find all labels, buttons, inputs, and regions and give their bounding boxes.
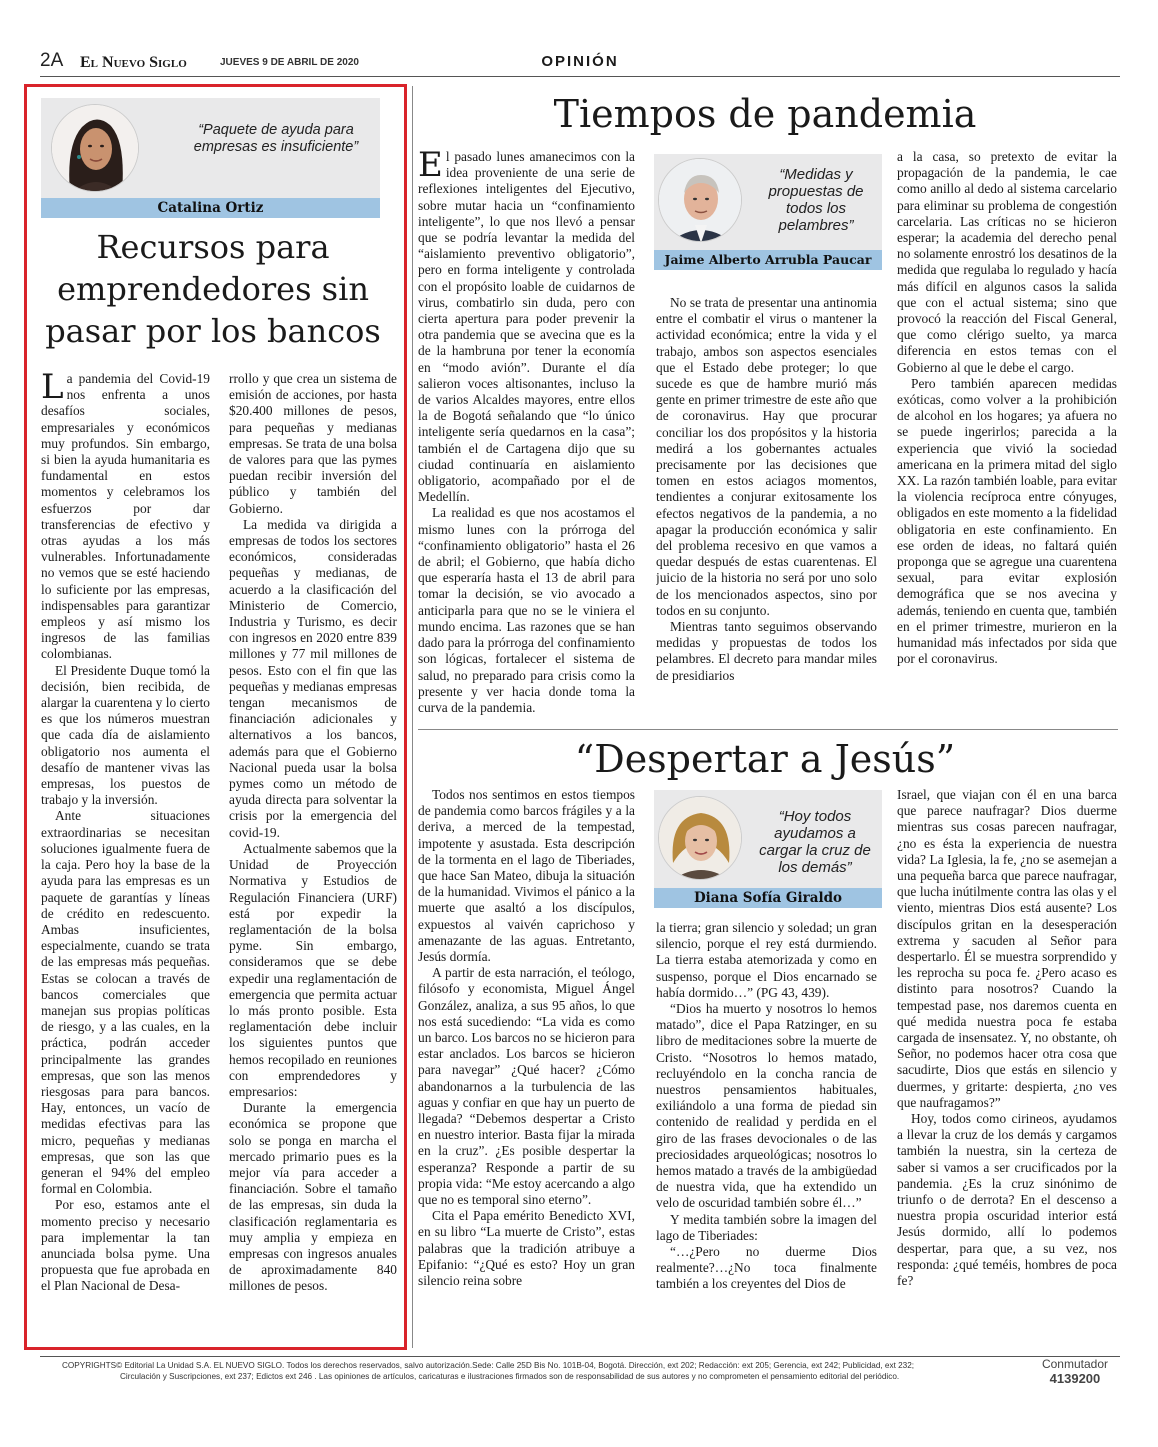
headline-jaime: Tiempos de pandemia xyxy=(553,92,977,136)
page-footer xyxy=(40,1356,1120,1384)
column-jaime-3 xyxy=(897,149,1117,717)
disclaimer-line: Circulación y Suscripciones, ext 237; Edictos ext 246 . Las opiniones de artículos, caricaturas e ilustraciones firmados son de responsabilidad de sus autores y no comprometen el pensamiento editorial del periódico. xyxy=(120,1372,900,1381)
copyright-line: COPYRIGHTS© Editorial La Unidad S.A. EL NUEVO SIGLO. Todos los derechos reservados, salvo autorización.Sede: Calle 25D Bis No. 101B-04, Bogotá. Dirección, ext 202; Redacción: ext 205; Gerencia, ext 242; Publicidad, ext 232; xyxy=(62,1361,915,1370)
pull-quote-jaime: “Medidas y propuestas de todos los pelambres” xyxy=(768,166,864,234)
paragraph: Hoy, todos como cirineos, ayudamos a llevar la cruz de los demás y cargamos también la nuestra, sin la certeza de saber si vamos a ser crucificados por la pandemia. ¿Es la cruz sinónimo de triunfo o de derrota? En el descenso a nuestra propia oscuridad interior está Jesús dormido, allí lo podemos despertar, para que, a su vez, nos responda: ¿qué teméis, hombres de poca fe? xyxy=(897,1111,1117,1289)
column-diana-3 xyxy=(897,787,1117,1342)
author-name-jaime: Jaime Alberto Arrubla Paucar xyxy=(654,250,882,270)
column-diana-1 xyxy=(418,787,635,1342)
paragraph: Durante la emergencia económica se propone que solo se ponga en marcha el mercado primario pues es la mejor vía para acceder a financiación. Sobre el tamaño de las empresas, sin duda la clasificación reglamentaria es muy amplia y empieza en empresas con ingresos anuales de aproximadamente 840 millones de pesos. xyxy=(229,1100,397,1294)
paragraph: A partir de esta narración, el teólogo, filósofo y economista, Miguel Ángel González, analiza, a sus 95 años, lo que nos está sucediendo: “La vida es como un barco. Los barcos no se hicieron para estar anclados. Los barcos se hicieron para navegar” ¿Qué hacer? ¿Cómo abandonarnos a la turbulencia de las aguas y confiar en que hay un puerto de llegada? “Debemos despertar a Cristo en nuestro interior. Basta fijar la mirada en la cruz”. ¿Es posible despertar la esperanza? Responde a partir de su propia vida: “Me estoy acercando a algo que no es temporal sino eterno”. xyxy=(418,965,635,1208)
author-box-jaime xyxy=(654,154,882,270)
edition-date: JUEVES 9 DE ABRIL DE 2020 xyxy=(220,57,359,68)
author-box-catalina xyxy=(41,98,380,218)
article-divider xyxy=(418,729,1118,730)
section-title: OPINIÓN xyxy=(541,53,619,70)
author-photo-catalina xyxy=(51,104,139,192)
page-number: 2A xyxy=(40,50,64,71)
page-header xyxy=(40,52,1120,76)
paragraph: La medida va dirigida a empresas de todos los sectores económicos, consideradas pequeñas y medianas, de acuerdo a la clasificación del Ministerio de Comercio, Industria y Turismo, es decir con ingresos en 2020 entre 839 millones y 77 mil millones de pesos. Esto con el fin que las pequeñas y medianas empresas tengan mecanismos de financiación adicionales y alternativos a los bancos, además para que el Gobierno Nacional pueda usar la bolsa pymes como un método de ayuda directa para solventar la crisis por la emergencia del covid-19. xyxy=(229,516,397,840)
paragraph: Pero también aparecen medidas exóticas, como volver a la prohibición de alcohol en los hogares; ya afuera no se puede ingerirlos; parecida a la experiencia que vivió la sociedad americana en la primera mitad del siglo XX. La razón también loable, para evitar la violencia recíproca entre cónyuges, obligados en este momento a la fidelidad obligatoria en este confinamiento. En ese orden de ideas, no faltará quién proponga que se agregue una cuarentena sexual, para evitar explosión demográfica que se nos avecina y además, teniendo en cuenta que, también en el primer trimestre, murieron en la humanidad más infectados por sida que por el coronavirus. xyxy=(897,375,1117,667)
paragraph: Mientras tanto seguimos observando medidas y propuestas de todos los pelambres. El decreto para mandar miles de presidiarios xyxy=(656,619,877,683)
column-jaime-2 xyxy=(656,295,877,717)
author-photo-jaime xyxy=(658,158,742,242)
paragraph: “Dios ha muerto y nosotros lo hemos matado”, dice el Papa Ratzinger, en su libro de meditaciones sobre la muerte de Cristo. “Nosotros lo hemos matado, recluyéndolo en la concha rancia de nuestros pensamientos habituales, exiliándolo a una forma de piedad sin contenido de realidad y perdida en el giro de las frases devocionales o de las preciosidades arqueológicas; nosotros lo hemos matado a través de la ambigüedad de nuestra vida, que ha extendido un velo de oscuridad también sobre él…” xyxy=(656,1001,877,1211)
header-rule xyxy=(40,76,1120,77)
paragraph: La pandemia del Covid-19 nos enfrenta a unos desafíos sociales, empresariales y económicos muy profundos. Sin embargo, si bien la ayuda humanitaria es fundamental en estos momentos y celebramos los esfuerzos por dar transferencias de efectivo y otras ayudas a los más vulnerables. Infortunadamente no vemos que se esté haciendo lo suficiente por las empresas, indispensables para garantizar empleos y así mismo los ingresos de las familias colombianas. xyxy=(41,371,210,662)
commutator-label: Conmutador xyxy=(1041,1357,1108,1371)
paragraph: Todos nos sentimos en estos tiempos de pandemia como barcos frágiles y a la deriva, a merced de la tempestad, impotente y asustada. Esta descripción de la tormenta en el lago de Tiberiades, que hace San Mateo, dibuja la situación de la humanidad. Vivimos el pánico a la muerte que asaltó a los discípulos, expuestos al vaivén caprichoso y amenazante de las aguas. Entretanto, Jesús dormía. xyxy=(418,787,635,965)
pull-quote-catalina: “Paquete de ayuda para empresas es insuficiente” xyxy=(193,122,359,155)
paragraph: Ante situaciones extraordinarias se necesitan soluciones igualmente fuera de la caja. Pero hoy la base de la ayuda para las empresas es un paquete de garantías y líneas de crédito en redescuento. Ambas insuficientes, especialmente, cuando se trata de las empresas más pequeñas. Estas se colocan a través de bancos comerciales que manejan sus propias políticas de riesgo, y a las cuales, en la práctica, podrán acceder principalmente las grandes empresas, que son las menos riesgosas para para bancos. Hay, entonces, un vacío de medidas efectivas para las micro, pequeñas y medianas empresas, que son las que generan el 94% del empleo formal en Colombia. xyxy=(41,808,210,1197)
author-box-diana xyxy=(654,790,882,908)
paragraph: No se trata de presentar una antinomia entre el combatir el virus o mantener la actividad económica; entre la vida y el trabajo, ambos son aspectos esenciales que el Estado debe proteger; lo que sucede es que de hambre murió más gente en primer trimestre de este año que de coronavirus. Hay que procurar conciliar los dos propósitos y la historia medirá a los gobernantes actuales precisamente por las decisiones que tomen en estos aciagos momentos, tendientes a conjurar exitosamente los efectos negativos de la pandemia, a no apagar la producción económica y salir del problema recesivo en que vamos a quedar después de estas cuarentenas. El juicio de la historia no será por uno solo de los mencionados aspectos, sino por todos en su conjunto. xyxy=(656,295,877,618)
column-catalina-1 xyxy=(41,371,210,1339)
paragraph: rrollo y que crea un sistema de emisión de acciones, por hasta $20.400 millones de pesos, para pequeñas y medianas empresas. Se trata de una bolsa de valores para que las pymes puedan recibir inversión del público y también del Gobierno. xyxy=(229,371,397,516)
paragraph: Israel, que viajan con él en una barca que parece naufragar? Dios duerme mientras sus cosas parecen naufragar, ¿no es ésta la experiencia de nuestra vida? La Iglesia, la fe, ¿no se asemejan a una pequeña barca que parece naufragar, que lucha inútilmente contra las olas y el viento, mientras Dios está ausente? Los discípulos gritan en la desesperación extrema y sacuden al Señor para despertarlo. Él se muestra sorprendido y les reprocha su poca fe. ¿Pero acaso es distinto para nosotros? Cuando la tempestad pase, nos daremos cuenta en qué medida nuestra poca fe estaba cargada de insensatez. Y, no obstante, oh Señor, no podemos hacer otra cosa que sacudirte, Dios que estás en silencio y duermes, y gritarte: despierta, ¿no ves que naufragamos?” xyxy=(897,787,1117,1110)
headline-diana: “Despertar a Jesús” xyxy=(574,737,956,781)
drop-cap: E xyxy=(418,149,443,185)
paragraph: la tierra; gran silencio y soledad; un gran silencio, porque el rey está durmiendo. La tierra estaba atemorizada y como en suspenso, porque el Dios encarnado se había dormido…” (PG 43, 439). xyxy=(656,920,877,1000)
paragraph: La realidad es que nos acostamos el mismo lunes con la prórroga del “confinamiento obligatorio” hasta el 26 de abril; el Gobierno, que había dicho que esperaría hasta el 13 de abril para tomar la decisión, se vio avocado a anticiparla para que no se le viniera el mundo encima. Las razones que se han dado para la prórroga del confinamiento son lógicas, fortalecer el sistema de salud, no preparado para crisis como la presente y ver hacia donde toma la curva de la pandemia. xyxy=(418,505,635,715)
paragraph: Cita el Papa emérito Benedicto XVI, en su libro “La muerte de Cristo”, estas palabras que la tradición atribuye a Epifanio: “¿Qué es esto? Hoy un gran silencio reina sobre xyxy=(418,1208,635,1289)
paragraph: El Presidente Duque tomó la decisión, bien recibida, de alargar la cuarentena y lo cierto es que los números muestran que cada día de aislamiento obligatorio nos aumenta el desafío de mantener vivas las empresas, los puestos de trabajo y la inversión. xyxy=(41,662,210,808)
drop-cap: L xyxy=(41,371,64,407)
pull-quote-diana: “Hoy todos ayudamos a cargar la cruz de los demás” xyxy=(759,808,871,876)
author-name-catalina: Catalina Ortiz xyxy=(41,198,380,218)
column-catalina-2 xyxy=(229,371,397,1339)
newspaper-name: El Nuevo Siglo xyxy=(80,54,187,71)
paragraph: Actualmente sabemos que la Unidad de Proyección Normativa y Estudios de Regulación Financiera (URF) está por expedir la reglamentación de la bolsa pyme. Sin embargo, consideramos que se debe expedir una reglamentación de emergencia que permita actuar lo más pronto posible. Esta reglamentación debe incluir los siguientes puntos que hemos recopilado en reuniones con emprendedores y empresarios: xyxy=(229,840,397,1099)
author-name-diana: Diana Sofía Giraldo xyxy=(654,888,882,908)
commutator-number: 4139200 xyxy=(1049,1371,1101,1386)
paragraph: El pasado lunes amanecimos con la idea proveniente de una serie de reflexiones inteligentes del Ejecutivo, sobre mutar hacia un “confinamiento inteligente”, lo que nos llevó a pensar que se podría levantar la medida del “aislamiento preventivo obligatorio”, pero en forma inteligente y controlada con el propósito loable de cuidarnos de virus, combatirlo sin duda, pero con cierta apertura para poder prevenir la otra pandemia que se avecina que es la de la hambruna por tener la economía en “modo avión”. Durante el día salieron voces altisonantes, incluso la de varios Alcaldes mayores, entre ellos la de Bogotá señalando que “lo único inteligente sería quedarnos en la casa”; también el de Cartagena dijo que su ciudad continuaría en aislamiento obligatorio, acompañado por el de Medellín. xyxy=(418,149,635,505)
author-photo-diana xyxy=(658,796,742,880)
paragraph: a la casa, so pretexto de evitar la propagación de la pandemia, le cae como anillo al dedo al sistema carcelario para eliminar su problema de congestión carcelaria. Las críticas no se hicieron esperar; la academia del derecho penal no solamente enrostró los desatinos de la medida que regulaba lo regulado y hacía más difícil en algunos casos la salida que con el actual sistema; sino que provocó la reacción del Fiscal General, que como clérigo suelto, ya marca diferencia en estos temas con el Gobierno al que le debe el cargo. xyxy=(897,149,1117,375)
paragraph: Y medita también sobre la imagen del lago de Tiberiades: xyxy=(656,1211,877,1243)
column-diana-2 xyxy=(656,920,877,1342)
paragraph: “…¿Pero no duerme Dios realmente?…¿No toca finalmente también a los creyentes del Dios de xyxy=(656,1244,877,1292)
headline-catalina: Recursos para emprendedores sin pasar por los bancos xyxy=(45,228,381,350)
column-divider xyxy=(412,86,413,1348)
paragraph: Por eso, estamos ante el momento preciso y necesario para implementar la tan anunciada bolsa pyme. Una propuesta que fue aprobada en el Plan Nacional de Desa- xyxy=(41,1197,210,1294)
column-jaime-1 xyxy=(418,149,635,717)
commutator xyxy=(1042,1357,1108,1386)
